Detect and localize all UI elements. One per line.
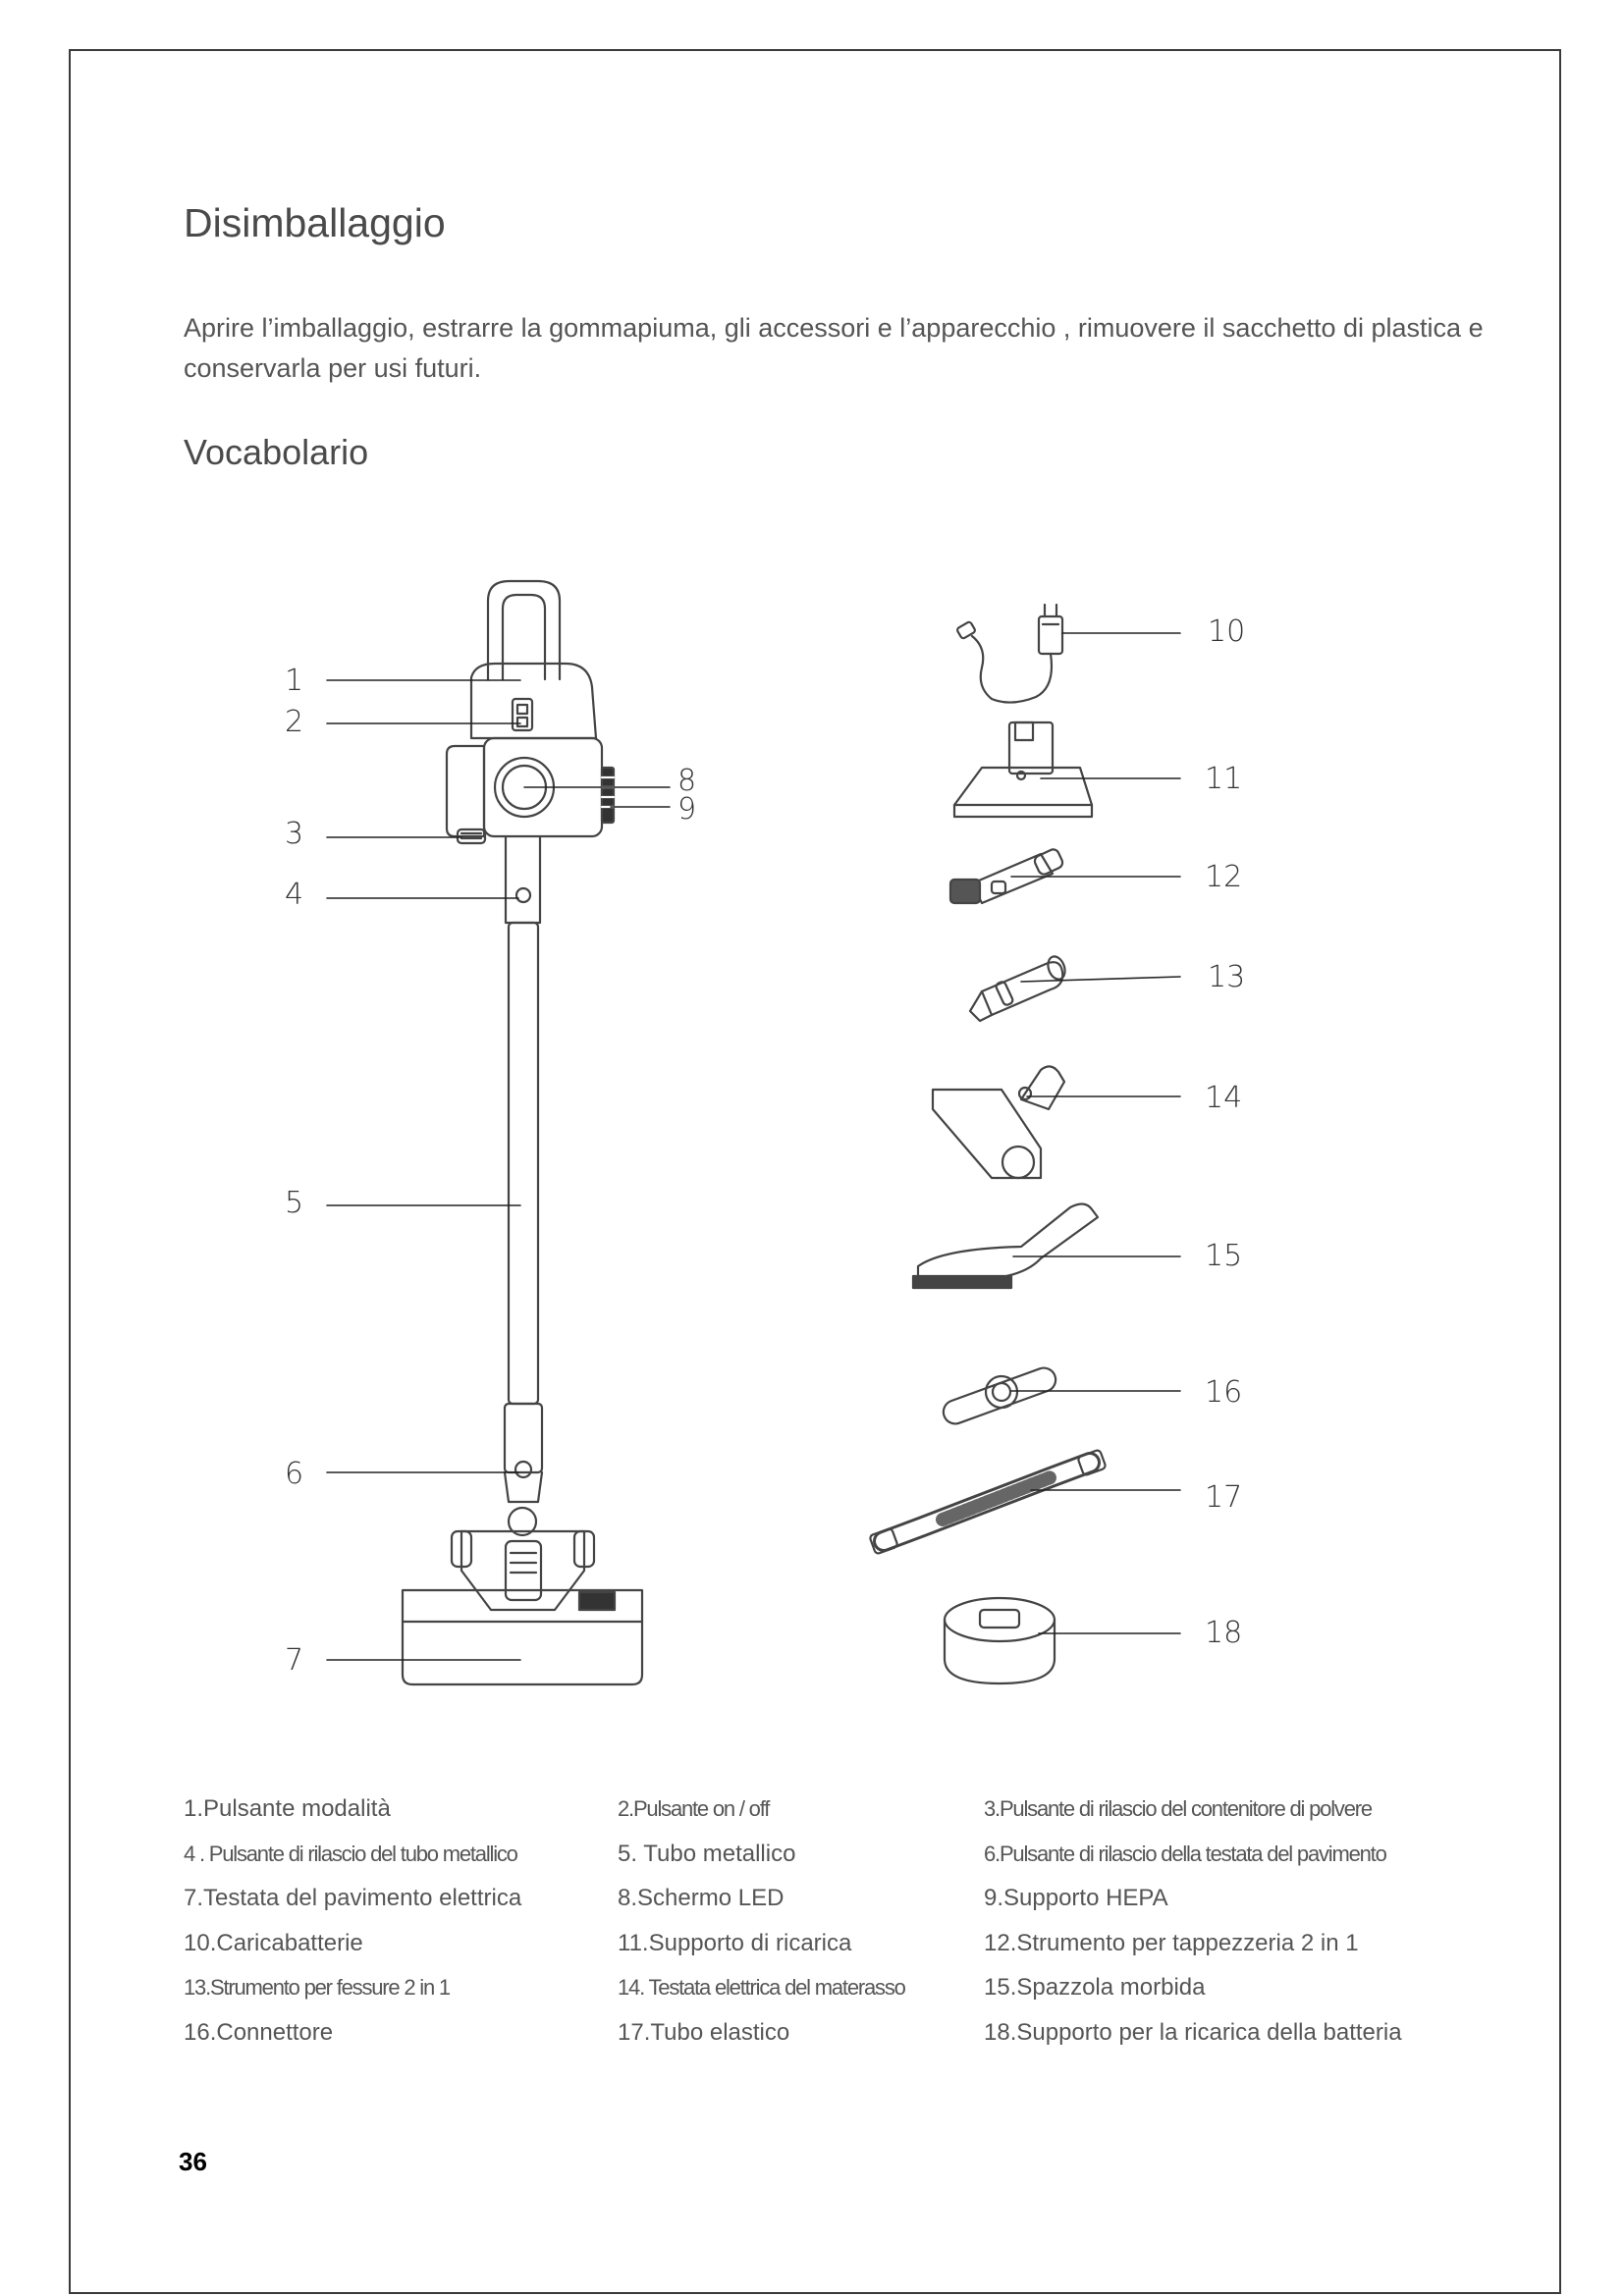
legend-item-16: 16.Connettore: [184, 2018, 334, 2046]
callout-16: 16: [1205, 1375, 1243, 1410]
legend-item-12: 12.Strumento per tappezzeria 2 in 1: [984, 1929, 1359, 1956]
mattress-head-illustration: [933, 1066, 1064, 1178]
legend-item-7: 7.Testata del pavimento elettrica: [184, 1885, 522, 1911]
legend-item-14: 14. Testata elettrica del materasso: [618, 1975, 905, 2000]
legend-item-18: 18.Supporto per la ricarica della batteria: [984, 2018, 1402, 2046]
page-title: Disimballaggio: [184, 200, 446, 245]
intro-paragraph: Aprire l’imballaggio, estrarre la gommapiuma, gli accessori e l’apparecchio , rimuovere il sacchetto di plastica e conservarla per usi futuri.: [184, 313, 1484, 383]
callout-1: 1: [285, 664, 304, 698]
legend-item-9: 9.Supporto HEPA: [984, 1885, 1168, 1911]
legend-item-3: 3.Pulsante di rilascio del contenitore di polvere: [984, 1796, 1372, 1821]
connector-illustration: [941, 1364, 1059, 1427]
callout-11: 11: [1205, 762, 1243, 796]
charging-support-illustration: [954, 722, 1092, 817]
upholstery-tool-illustration: [950, 847, 1064, 903]
legend-item-8: 8.Schermo LED: [618, 1885, 785, 1911]
page-number: 36: [179, 2147, 207, 2176]
callout-10: 10: [1208, 614, 1246, 649]
battery-support-illustration: [945, 1598, 1055, 1683]
callout-3: 3: [285, 817, 304, 851]
callout-8: 8: [677, 764, 697, 798]
vacuum-illustration: [403, 581, 642, 1684]
legend-item-6: 6.Pulsante di rilascio della testata del pavimento: [984, 1841, 1386, 1866]
legend-item-17: 17.Tubo elastico: [618, 2018, 790, 2046]
crevice-tool-illustration: [970, 954, 1068, 1021]
legend-item-10: 10.Caricabatterie: [184, 1929, 363, 1956]
legend-item-4: 4 . Pulsante di rilascio del tubo metallico: [184, 1841, 517, 1866]
callout-2: 2: [285, 705, 304, 739]
callout-9: 9: [677, 792, 697, 827]
callout-6: 6: [285, 1457, 304, 1491]
callout-7: 7: [285, 1643, 304, 1678]
legend-item-1: 1.Pulsante modalità: [184, 1795, 391, 1822]
callout-5: 5: [285, 1186, 304, 1220]
callout-18: 18: [1205, 1616, 1243, 1650]
legend-item-13: 13.Strumento per fessure 2 in 1: [184, 1975, 450, 2000]
callout-15: 15: [1205, 1239, 1243, 1273]
flexible-hose-illustration: [869, 1449, 1106, 1554]
soft-brush-illustration: [913, 1203, 1098, 1288]
callout-4: 4: [285, 878, 304, 912]
callout-13: 13: [1208, 960, 1246, 994]
legend-item-2: 2.Pulsante on / off: [618, 1796, 770, 1821]
leader-lines: [327, 633, 1180, 1660]
section-subtitle: Vocabolario: [184, 432, 369, 472]
callout-12: 12: [1205, 860, 1243, 894]
legend-item-5: 5. Tubo metallico: [618, 1840, 796, 1867]
parts-legend: [184, 1787, 1519, 2055]
charger-illustration: [956, 605, 1062, 703]
callout-14: 14: [1205, 1081, 1243, 1115]
legend-item-11: 11.Supporto di ricarica: [618, 1929, 852, 1956]
callout-17: 17: [1205, 1480, 1243, 1515]
legend-item-15: 15.Spazzola morbida: [984, 1974, 1206, 2001]
